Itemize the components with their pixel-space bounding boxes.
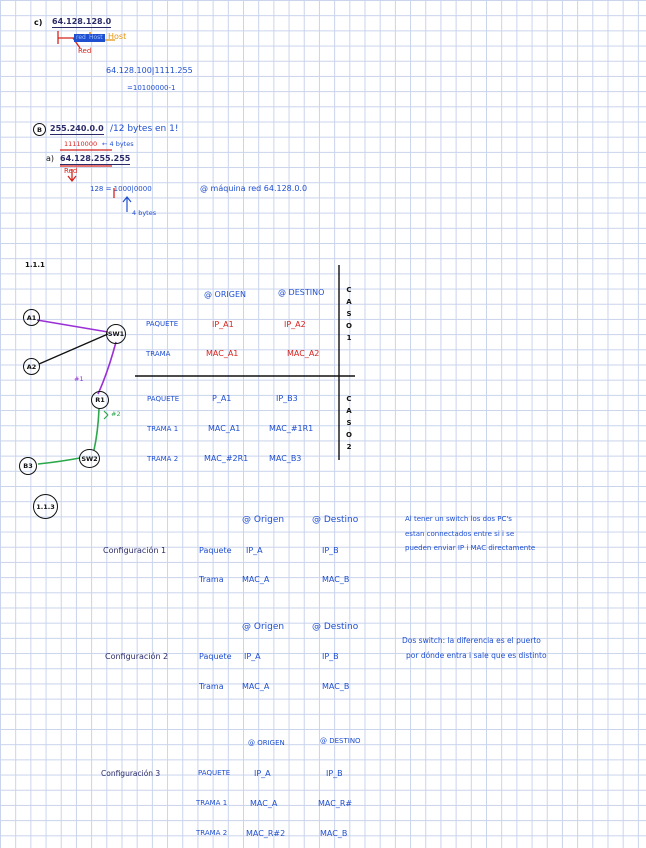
- red-label: Red: [78, 47, 92, 55]
- header-dest-111: @ DESTINO: [278, 288, 325, 297]
- c3-header-dest: @ DESTINO: [320, 737, 361, 745]
- link-r1-sw2: [94, 409, 99, 450]
- caso1-row-label: TRAMA: [146, 350, 171, 358]
- c1-note-line: Al tener un switch los dos PC's: [405, 515, 512, 523]
- caso1-letter: O: [346, 322, 352, 330]
- caso2-row-label: TRAMA 1: [147, 425, 179, 433]
- c1-row-origin: IP_A: [246, 546, 263, 555]
- c1-note-line: pueden enviar IP i MAC directamente: [405, 544, 536, 552]
- mask: 255.240.0.0: [50, 124, 104, 133]
- caso1-row-origin: MAC_A1: [206, 349, 239, 358]
- c2-row-label: Trama: [199, 682, 224, 691]
- caso1-letter: 1: [346, 334, 352, 342]
- caso2-row-label: PAQUETE: [147, 395, 180, 403]
- c1-note-line: estan connectados entre si i se: [405, 530, 515, 538]
- c3-row-label: TRAMA 2: [196, 829, 228, 837]
- c2-row-label: Paquete: [199, 652, 232, 661]
- caso2-row-dest: MAC_#1R1: [269, 424, 314, 433]
- binary-c: =10100000-1: [127, 84, 176, 92]
- c3-header-origin: @ ORIGEN: [248, 739, 285, 747]
- caso2-letter: A: [346, 407, 352, 415]
- c3-row-dest: MAC_R#: [318, 799, 353, 808]
- node-label: A2: [26, 362, 37, 371]
- node-label: SW1: [107, 330, 125, 338]
- link-sw1-r1: [98, 342, 116, 394]
- c1-row-origin: MAC_A: [242, 575, 270, 584]
- mask-note: /12 bytes en 1!: [110, 124, 179, 134]
- c3-row-dest: IP_B: [326, 769, 343, 778]
- caso2-row-label: TRAMA 2: [147, 455, 179, 463]
- port2-label: #2: [111, 410, 121, 418]
- caso1-row-dest: IP_A2: [284, 320, 306, 329]
- c2-name: Configuración 2: [105, 652, 169, 661]
- c2-row-dest: MAC_B: [322, 682, 350, 691]
- c2-row-origin: IP_A: [244, 652, 261, 661]
- c1-row-label: Trama: [199, 575, 224, 584]
- caso2-row-origin: P_A1: [212, 394, 232, 403]
- blue-up-arrow: [123, 197, 131, 212]
- link-sw2-b3: [38, 458, 80, 464]
- node-sw2: [79, 449, 100, 468]
- c3-row-origin: IP_A: [254, 769, 271, 778]
- c3-row-origin: MAC_R#2: [246, 829, 286, 838]
- caso1-row-label: PAQUETE: [146, 320, 179, 328]
- node-label: SW2: [81, 454, 98, 463]
- c1-row-dest: MAC_B: [322, 575, 350, 584]
- c3-name: Configuración 3: [101, 769, 161, 778]
- caso1-letter: C: [346, 286, 352, 294]
- c3-row-dest: MAC_B: [320, 829, 348, 838]
- section-b-label: B: [37, 125, 42, 134]
- node-label: R1: [95, 396, 105, 404]
- caso2-letter: S: [346, 419, 352, 427]
- node-sw1: [106, 324, 126, 344]
- section-b-circle: [33, 123, 46, 136]
- ex-113-label: 1.1.3: [36, 502, 55, 511]
- ex-111-label: 1.1.1: [25, 261, 45, 269]
- c1-row-label: Paquete: [199, 546, 232, 555]
- caso2-letter: 2: [346, 443, 352, 451]
- section-c-ip: 64.128.128.0: [52, 17, 112, 26]
- caso2-row-dest: IP_B3: [276, 394, 298, 403]
- node-label: B3: [23, 462, 33, 470]
- node-a2: [23, 358, 40, 375]
- header-origin-111: @ ORIGEN: [204, 290, 246, 299]
- c3-row-origin: MAC_A: [250, 799, 278, 808]
- node-label: A1: [26, 313, 37, 322]
- c1-header-origin: @ Origen: [242, 515, 285, 525]
- caso2-row-origin: MAC_#2R1: [204, 454, 249, 463]
- caso1-letters: [345, 284, 353, 344]
- c1-name: Configuración 1: [103, 546, 167, 555]
- c1-row-dest: IP_B: [322, 546, 339, 555]
- ip-b: 64.128.255.255: [60, 154, 131, 163]
- link-a2-sw1: [39, 334, 108, 364]
- node-r1: [91, 391, 109, 409]
- caso2-row-dest: MAC_B3: [269, 454, 302, 463]
- four-bytes: ← 4 bytes: [102, 140, 134, 148]
- caso2-row-origin: MAC_A1: [208, 424, 241, 433]
- c2-note-line: por dónde entra i sale que es distinto: [406, 651, 547, 660]
- port1-label: #1: [74, 375, 84, 383]
- host-label: Host: [108, 32, 127, 41]
- section-c-label: c): [34, 18, 43, 27]
- c2-header-origin: @ Origen: [242, 622, 285, 632]
- caso1-row-dest: MAC_A2: [287, 349, 320, 358]
- c2-row-origin: MAC_A: [242, 682, 270, 691]
- caso1-letter: S: [346, 310, 352, 318]
- four-bytes-2: 4 bytes: [132, 209, 157, 217]
- caso2-letters: [345, 393, 353, 453]
- node-a1: [23, 309, 40, 326]
- a-label: a): [46, 154, 55, 163]
- caso1-letter: A: [346, 298, 352, 306]
- caso2-letter: O: [346, 431, 352, 439]
- network-address: @ máquina red 64.128.0.0: [200, 184, 308, 193]
- link-a1-sw1: [37, 320, 108, 332]
- host-box: Host: [89, 34, 103, 41]
- binary-b: 11110000: [64, 140, 98, 148]
- calc-128: 128 = 1000|0000: [90, 185, 152, 193]
- ex-113-circle: [33, 494, 58, 519]
- node-b3: [19, 457, 37, 475]
- c1-header-dest: @ Destino: [312, 515, 359, 525]
- broadcast-address: 64.128.100|1111.255: [106, 66, 193, 75]
- c3-row-label: TRAMA 1: [196, 799, 228, 807]
- caso2-letter: C: [346, 395, 352, 403]
- red-label-b: Red: [64, 167, 78, 175]
- c2-row-dest: IP_B: [322, 652, 339, 661]
- c3-row-label: PAQUETE: [198, 769, 231, 777]
- arrow-port2: [104, 411, 108, 419]
- c2-note-line: Dos switch: la diferencia es el puerto: [402, 636, 541, 645]
- c2-header-dest: @ Destino: [312, 622, 359, 632]
- caso1-row-origin: IP_A1: [212, 320, 234, 329]
- red-box: red: [76, 34, 86, 41]
